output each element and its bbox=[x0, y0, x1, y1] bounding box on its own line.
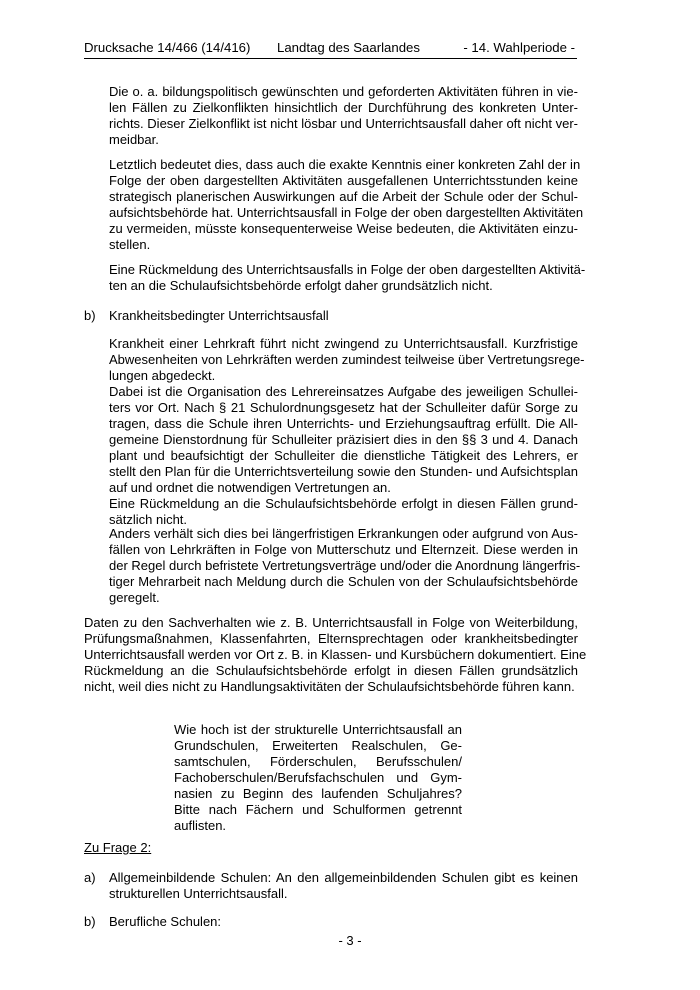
answer-a-text bbox=[109, 870, 578, 902]
page-number: - 3 - bbox=[338, 933, 362, 948]
question-2 bbox=[174, 722, 462, 834]
text-line: richts. Dieser Zielkonflikt ist nicht lösbar und Unterrichtsausfall daher oft nicht ver- bbox=[109, 116, 578, 131]
text-line: Prüfungsmaßnahmen, Klassenfahrten, Elternsprechtagen oder krankheitsbedingter bbox=[84, 631, 578, 646]
text-line: Allgemeinbildende Schulen: An den allgemeinbildenden Schulen gibt es keinen bbox=[109, 870, 578, 885]
text-line: Krankheit einer Lehrkraft führt nicht zwingend zu Unterrichtsausfall. Kurzfristige bbox=[109, 336, 578, 351]
paragraph-strategic-impact bbox=[109, 157, 584, 253]
text-line: ten an die Schulaufsichtsbehörde erfolgt daher grundsätzlich nicht. bbox=[109, 278, 493, 293]
text-line: strukturellen Unterrichtsausfall. bbox=[109, 886, 288, 901]
text-line: fällen von Lehrkräften in Folge von Mutterschutz und Elternzeit. Diese werden in bbox=[109, 542, 578, 557]
text-line: gemeine Dienstordnung für Schulleiter präzisiert dies in den §§ 3 und 4. Danach bbox=[109, 432, 578, 447]
text-line: auflisten. bbox=[174, 818, 227, 833]
section-b-marker: b) bbox=[84, 308, 96, 323]
text-line: tiger Mehrarbeit nach Meldung durch die Schulen von der Schulaufsichtsbehörde bbox=[109, 574, 578, 589]
paragraph-no-reporting bbox=[109, 262, 586, 294]
text-line: Eine Rückmeldung des Unterrichtsausfalls in Folge der oben dargestellten Aktivitä- bbox=[109, 262, 586, 277]
text-line: zu vermeiden, müsste konsequenterweise Weise bedeuten, die Aktivitäten einzu- bbox=[109, 221, 578, 236]
text-line: auf und ordnet die notwendigen Vertretungen an. bbox=[109, 480, 391, 495]
text-line: Daten zu den Sachverhalten wie z. B. Unterrichtsausfall in Folge von Weiterbildung, bbox=[84, 615, 578, 630]
answer-b-text: Berufliche Schulen: bbox=[109, 914, 222, 929]
text-line: Die o. a. bildungspolitisch gewünschten und geforderten Aktivitäten führen in vie- bbox=[109, 84, 578, 99]
text-line: Letztlich bedeutet dies, dass auch die exakte Kenntnis einer konkreten Zahl der in bbox=[109, 157, 581, 172]
text-line: Anders verhält sich dies bei längerfristigen Erkrankungen oder aufgrund von Aus- bbox=[109, 526, 578, 541]
text-line: Folge der oben dargestellten Aktivitäten ausgefallenen Unterrichtsstunden keine bbox=[109, 173, 578, 188]
text-line: nasien zu Beginn des laufenden Schuljahres? bbox=[174, 786, 462, 801]
text-line: stellt den Plan für die Unterrichtsverteilung sowie den Stunden- und Aufsichtsplan bbox=[109, 464, 578, 479]
text-line: Fachoberschulen/Berufsfachschulen und Gym- bbox=[174, 770, 462, 785]
parliament-name: Landtag des Saarlandes bbox=[277, 40, 420, 55]
text-line: Dabei ist die Organisation des Lehrereinsatzes Aufgabe des jeweiligen Schullei- bbox=[109, 384, 578, 399]
section-b-title: Krankheitsbedingter Unterrichtsausfall bbox=[109, 308, 329, 323]
text-line: aufsichtsbehörde hat. Unterrichtsausfall in Folge der oben dargestellten Aktivitäten bbox=[109, 205, 584, 220]
page-header bbox=[84, 40, 577, 59]
text-line: Abwesenheiten von Lehrkräften werden zumindest teilweise über Vertretungsrege- bbox=[109, 352, 585, 367]
text-line: samtschulen, Förderschulen, Berufsschulen/ bbox=[174, 754, 462, 769]
text-line: der Regel durch befristete Vertretungsverträge und/oder die Anordnung längerfris- bbox=[109, 558, 581, 573]
answer-b-marker: b) bbox=[84, 914, 96, 929]
answer-heading: Zu Frage 2: bbox=[84, 840, 152, 855]
text-line: stellen. bbox=[109, 237, 151, 252]
text-line: Bitte nach Fächern und Schulformen getrennt bbox=[174, 802, 462, 817]
legislative-period: - 14. Wahlperiode - bbox=[463, 40, 575, 55]
text-line: strategisch planerischen Auswirkungen auf die Arbeit der Schule oder der Schul- bbox=[109, 189, 578, 204]
document-number: Drucksache 14/466 (14/416) bbox=[84, 40, 251, 55]
paragraph-illness bbox=[109, 336, 585, 528]
answer-a-marker: a) bbox=[84, 870, 96, 885]
text-line: meidbar. bbox=[109, 132, 159, 147]
text-line: nicht, weil dies nicht zu Handlungsaktivitäten der Schulaufsichtsbehörde führen kann. bbox=[84, 679, 575, 694]
paragraph-data-documentation bbox=[84, 615, 587, 695]
text-line: Unterrichtsausfall werden vor Ort z. B. in Klassen- und Kursbüchern dokumentiert. Eine bbox=[84, 647, 587, 662]
text-line: Grundschulen, Erweiterten Realschulen, Ge- bbox=[174, 738, 462, 753]
text-line: Eine Rückmeldung an die Schulaufsichtsbehörde erfolgt in diesen Fällen grund- bbox=[109, 496, 578, 511]
text-line: len Fällen zu Zielkonflikten hinsichtlich der Durchführung des konkreten Unter- bbox=[109, 100, 578, 115]
text-line: plant und beaufsichtigt der Schulleiter die dienstliche Tätigkeit des Lehrers, er bbox=[109, 448, 578, 463]
text-line: geregelt. bbox=[109, 590, 160, 605]
text-line: Rückmeldung an die Schulaufsichtsbehörde erfolgt in diesen Fällen grundsätzlich bbox=[84, 663, 578, 678]
text-line: Wie hoch ist der strukturelle Unterrichtsausfall an bbox=[174, 722, 462, 737]
text-line: tragen, dass die Schule ihren Unterrichts- und Erziehungsauftrag erfüllt. Die All- bbox=[109, 416, 578, 431]
paragraph-goal-conflicts bbox=[109, 84, 578, 148]
text-line: ters vor Ort. Nach § 21 Schulordnungsgesetz hat der Schulleiter dafür Sorge zu bbox=[109, 400, 578, 415]
text-line: sätzlich nicht. bbox=[109, 512, 188, 527]
paragraph-long-term bbox=[109, 526, 581, 606]
text-line: lungen abgedeckt. bbox=[109, 368, 216, 383]
